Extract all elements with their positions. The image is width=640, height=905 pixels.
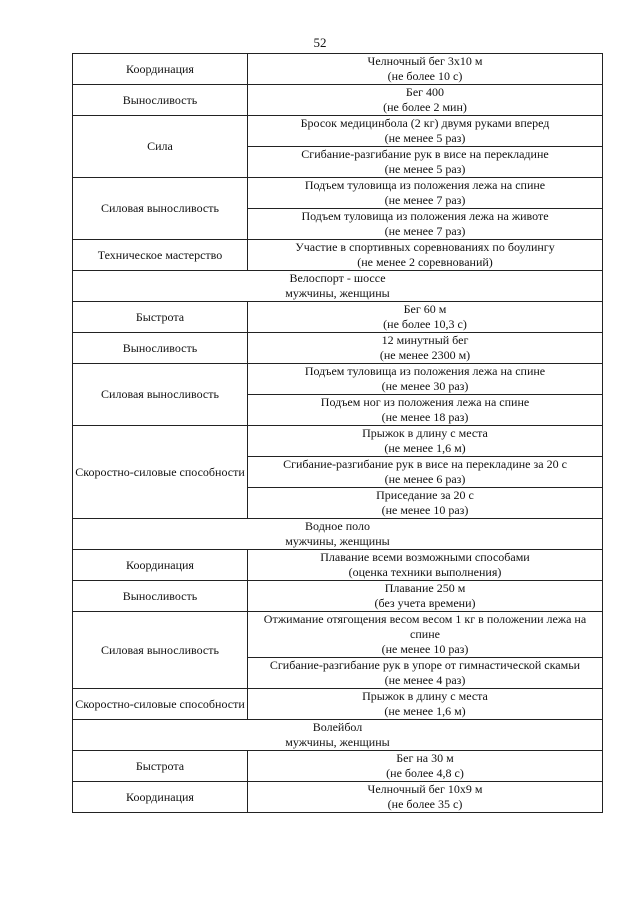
test-standard: (не менее 18 раз) [381, 410, 469, 424]
test-name: Плавание 250 м [384, 581, 466, 595]
sport-gender-group: мужчины, женщины [285, 286, 390, 300]
test-standard: (оценка техники выполнения) [348, 565, 502, 579]
test-name: Подъем туловища из положения лежа на спине [304, 178, 546, 192]
test-standard: (не менее 30 раз) [381, 379, 469, 393]
physical-quality-cell: Выносливость [73, 85, 248, 116]
control-test-cell [248, 209, 603, 240]
sport-section-header [73, 519, 603, 550]
test-name: Приседание за 20 с [376, 488, 474, 502]
control-test-cell [248, 85, 603, 116]
control-test-cell [248, 782, 603, 813]
sport-gender-group: мужчины, женщины [285, 534, 390, 548]
test-name: Бросок медицинбола (2 кг) двумя руками вперед [300, 116, 550, 130]
test-standard: (не менее 2 соревнований) [357, 255, 493, 269]
section-header-row [73, 271, 603, 302]
physical-quality-cell: Скоростно-силовые способности [73, 426, 248, 519]
control-test-cell [248, 147, 603, 178]
table-row [73, 240, 603, 271]
test-standard: (не менее 5 раз) [384, 131, 466, 145]
control-test-cell [248, 364, 603, 395]
physical-quality-cell: Силовая выносливость [73, 178, 248, 240]
control-test-cell [248, 240, 603, 271]
table-row [73, 54, 603, 85]
test-standard: (не более 35 с) [387, 797, 463, 811]
test-standard: (не более 2 мин) [383, 100, 467, 114]
standards-table-body [73, 54, 603, 813]
test-standard: (не менее 1,6 м) [384, 704, 466, 718]
section-header-row [73, 720, 603, 751]
physical-quality-cell: Сила [73, 116, 248, 178]
sport-section-header [73, 271, 603, 302]
sport-name: Волейбол [312, 720, 363, 734]
control-test-cell [248, 689, 603, 720]
test-name: Сгибание-разгибание рук в висе на перекладине [301, 147, 549, 161]
test-standard: (не более 4,8 с) [386, 766, 464, 780]
section-header-row [73, 519, 603, 550]
test-standard: (не более 10,3 с) [383, 317, 467, 331]
physical-quality-cell: Координация [73, 54, 248, 85]
physical-quality-cell: Выносливость [73, 581, 248, 612]
test-name: Сгибание-разгибание рук в упоре от гимнастической скамьи [269, 658, 581, 672]
test-name: Подъем ног из положения лежа на спине [320, 395, 530, 409]
test-standard: (не менее 10 раз) [381, 503, 469, 517]
control-test-cell [248, 333, 603, 364]
control-test-cell [248, 426, 603, 457]
sport-gender-group: мужчины, женщины [285, 735, 390, 749]
physical-quality-cell: Выносливость [73, 333, 248, 364]
test-name: 12 минутный бег [381, 333, 469, 347]
test-name: Бег 400 [405, 85, 445, 99]
control-test-cell [248, 581, 603, 612]
sport-name: Водное поло [305, 519, 370, 533]
table-row [73, 178, 603, 209]
table-row [73, 364, 603, 395]
control-test-cell [248, 116, 603, 147]
table-row [73, 751, 603, 782]
test-name: Челночный бег 3х10 м [367, 54, 483, 68]
standards-table [72, 53, 603, 813]
test-standard: (не менее 2300 м) [379, 348, 471, 362]
control-test-cell [248, 550, 603, 581]
test-name: Участие в спортивных соревнованиях по боулингу [295, 240, 555, 254]
physical-quality-cell: Быстрота [73, 751, 248, 782]
test-standard: (не менее 5 раз) [384, 162, 466, 176]
sport-name: Велоспорт - шоссе [289, 271, 386, 285]
test-standard: (не менее 1,6 м) [384, 441, 466, 455]
test-name: Прыжок в длину с места [362, 689, 488, 703]
table-row [73, 302, 603, 333]
control-test-cell [248, 54, 603, 85]
control-test-cell [248, 751, 603, 782]
physical-quality-cell: Координация [73, 782, 248, 813]
test-standard: (без учета времени) [374, 596, 476, 610]
table-row [73, 581, 603, 612]
table-row [73, 333, 603, 364]
test-name: Отжимание отягощения весом весом 1 кг в положении лежа на спине [263, 612, 587, 641]
table-row [73, 689, 603, 720]
test-name: Челночный бег 10х9 м [367, 782, 483, 796]
table-row [73, 782, 603, 813]
test-standard: (не менее 4 раз) [384, 673, 466, 687]
test-standard: (не менее 7 раз) [384, 224, 466, 238]
test-name: Бег на 30 м [396, 751, 454, 765]
physical-quality-cell: Силовая выносливость [73, 364, 248, 426]
test-standard: (не менее 6 раз) [384, 472, 466, 486]
physical-quality-cell: Координация [73, 550, 248, 581]
control-test-cell [248, 612, 603, 658]
test-standard: (не менее 7 раз) [384, 193, 466, 207]
test-name: Прыжок в длину с места [362, 426, 488, 440]
control-test-cell [248, 457, 603, 488]
physical-quality-cell: Техническое мастерство [73, 240, 248, 271]
control-test-cell [248, 488, 603, 519]
page-number: 52 [313, 35, 327, 50]
test-name: Бег 60 м [403, 302, 447, 316]
test-name: Подъем туловища из положения лежа на спине [304, 364, 546, 378]
sport-section-header [73, 720, 603, 751]
table-row [73, 85, 603, 116]
control-test-cell [248, 658, 603, 689]
physical-quality-cell: Скоростно-силовые способности [73, 689, 248, 720]
control-test-cell [248, 302, 603, 333]
test-standard: (не более 10 с) [387, 69, 463, 83]
control-test-cell [248, 395, 603, 426]
table-row [73, 116, 603, 147]
physical-quality-cell: Быстрота [73, 302, 248, 333]
test-name: Плавание всеми возможными способами [320, 550, 530, 564]
table-row [73, 612, 603, 658]
test-standard: (не менее 10 раз) [381, 642, 469, 656]
table-row [73, 550, 603, 581]
test-name: Подъем туловища из положения лежа на животе [301, 209, 549, 223]
physical-quality-cell: Силовая выносливость [73, 612, 248, 689]
control-test-cell [248, 178, 603, 209]
table-row [73, 426, 603, 457]
test-name: Сгибание-разгибание рук в висе на перекладине за 20 с [283, 457, 567, 471]
